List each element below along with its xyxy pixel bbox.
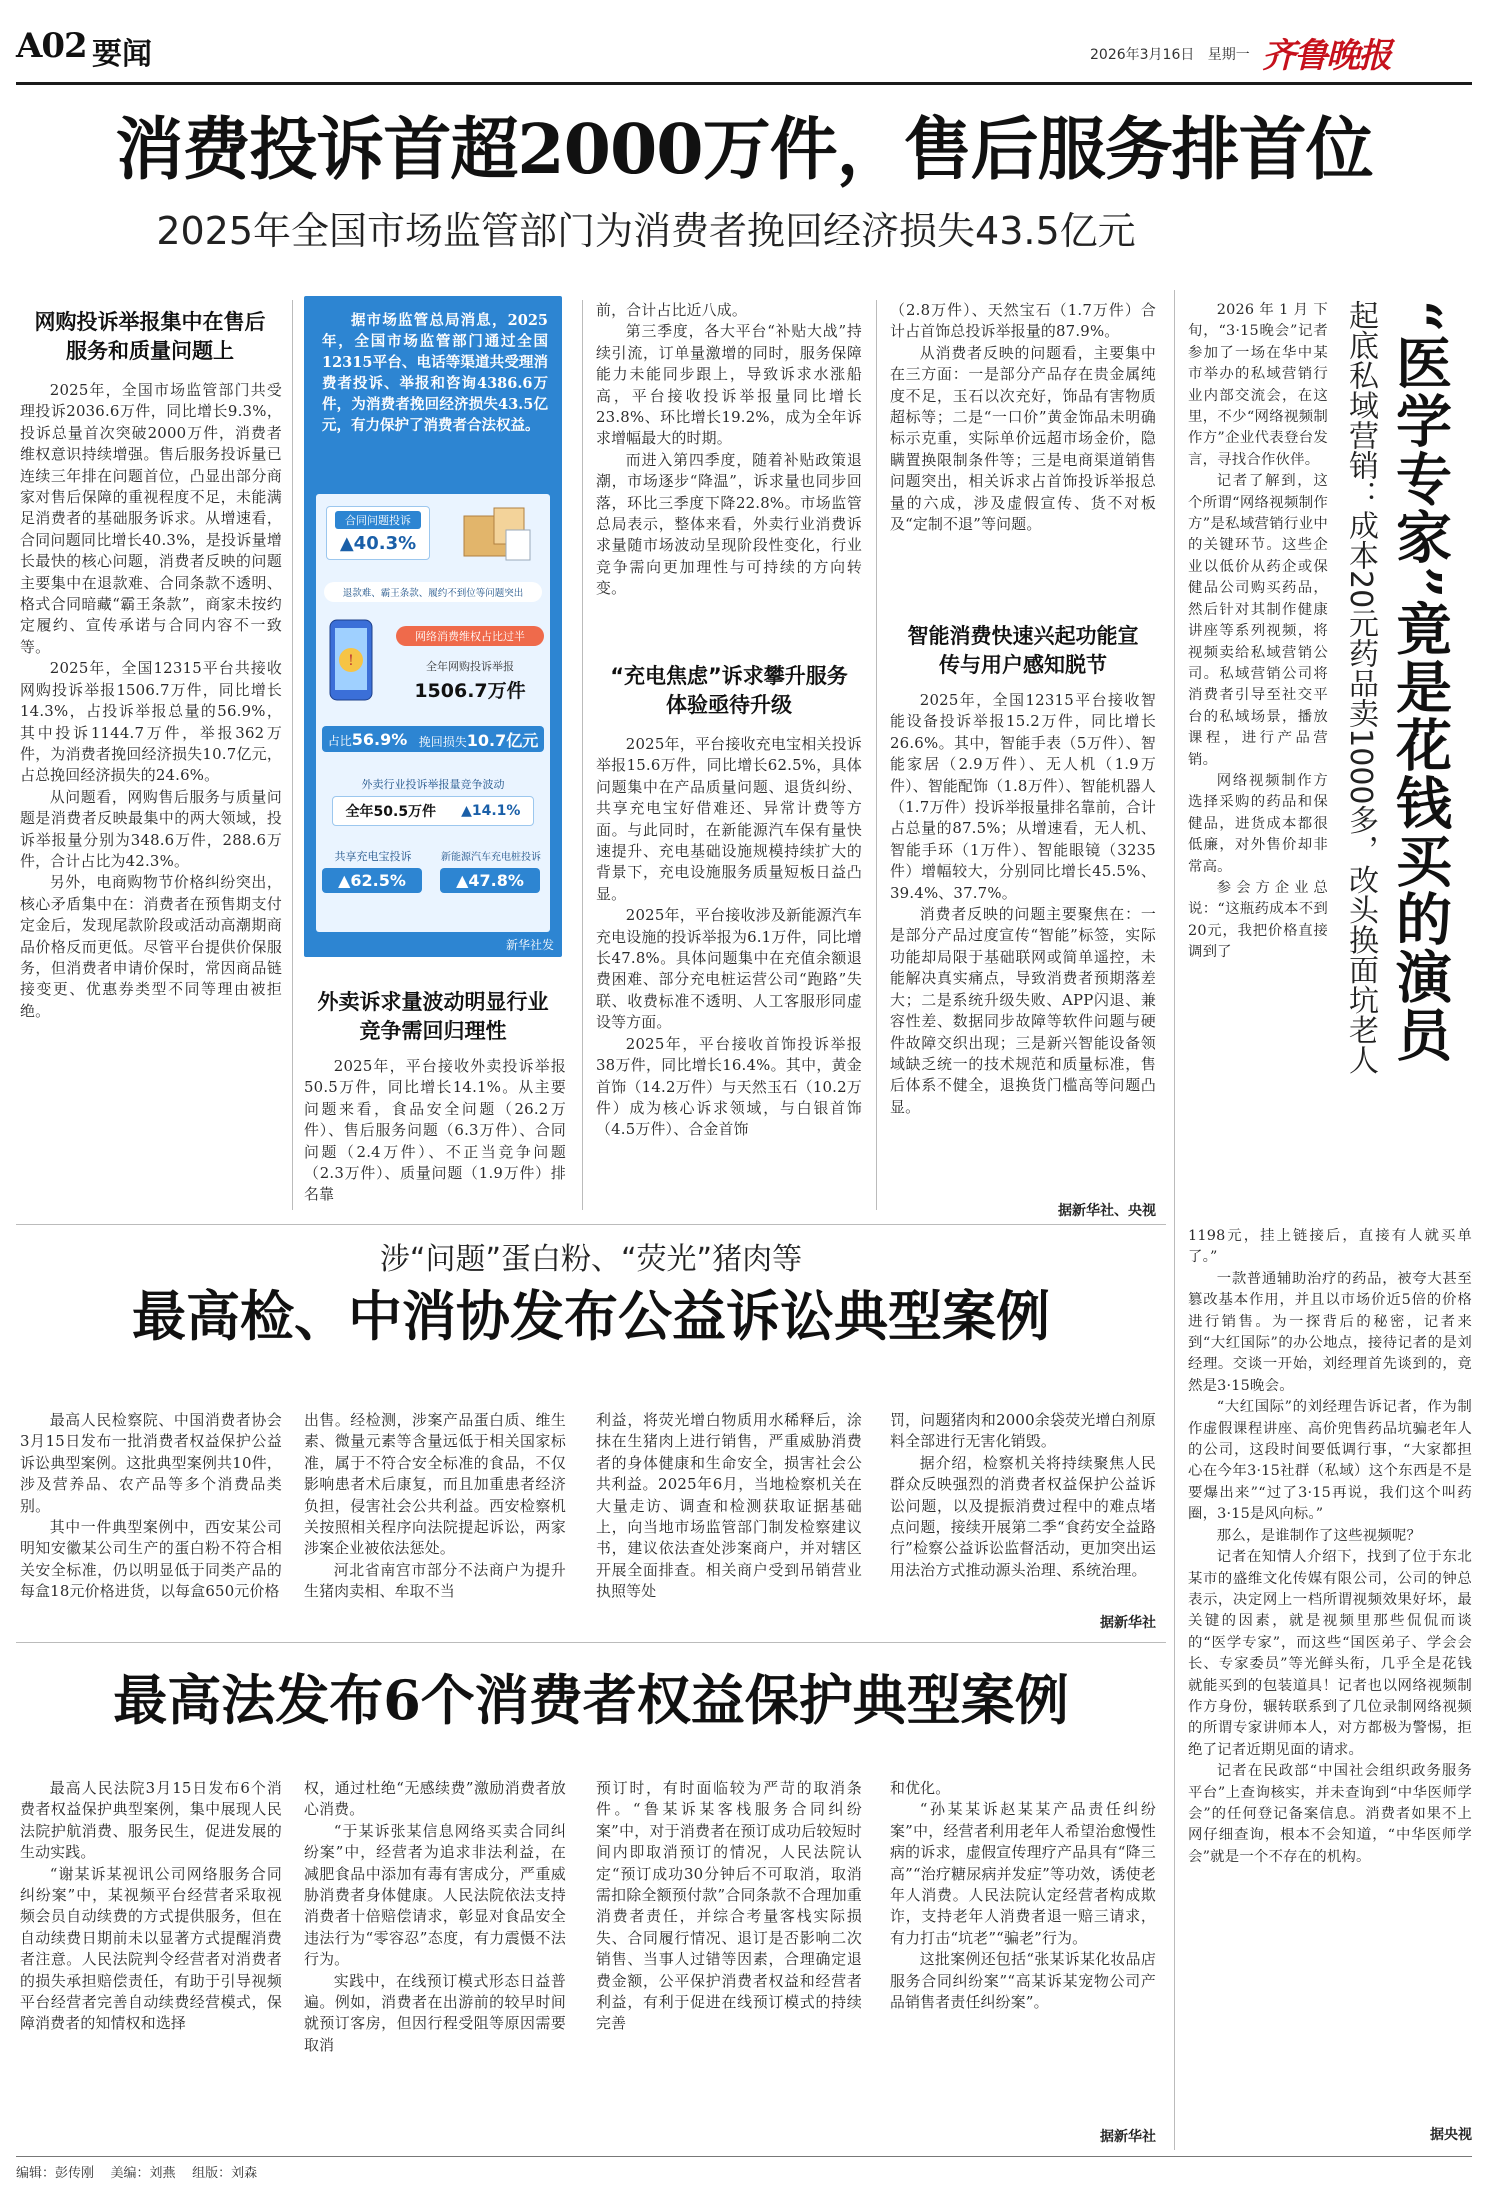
info-credit: 新华社发 xyxy=(505,938,554,952)
s5-col xyxy=(20,1410,282,1603)
share-label: 占比 xyxy=(327,733,352,748)
main-title: 消费投诉首超2000万件，售后服务排首位 xyxy=(115,110,1373,190)
loss-label: 挽回损失 xyxy=(418,734,467,749)
s1-para: 2025年，全国市场监管部门共受理投诉2036.6万件，同比增长9.3%，投诉总量首次突破2000万件，消费者维权意识持续增强。售后服务投诉量已连续三年排在问题首位，凸显出部分商家对售后保障的重视程度不足，未能满足消费者的基础服务诉求。从增速看，合同问题同比增长40.3%，是投诉量增长最快的核心问题，消费者反映的问题主要集中在退款难、合同条款不透明、格式合同暗藏“霸王条款”，商家未按约定履约、宣传承诺与合同内容不一致等。 xyxy=(20,381,282,656)
s5-col xyxy=(304,1410,566,1603)
s5-para: 利益，将荧光增白物质用水稀释后，涂抹在生猪肉上进行销售，严重威胁消费者的身体健康和生命安全，损害社会公共利益。2025年6月，当地检察机关在大量走访、调查和检测获取证据基础上，向当地市场监管部门制发检察建议书，建议依法查处涉案商户，并对辖区开展全面排查。相关商户受到吊销营业执照等处 xyxy=(596,1411,862,1601)
s2-para: 2025年，平台接收外卖投诉举报50.5万件，同比增长14.1%。从主要问题来看，食品安全问题（26.2万件）、售后服务问题（6.3万件）、合同问题（2.4万件）、不正当竞争问题（2.3万件）、质量问题（1.9万件）排名靠 xyxy=(304,1057,566,1204)
s6-col xyxy=(890,1778,1156,2013)
online-value: 1506.7万件 xyxy=(414,680,526,702)
paper-logo: 齐鲁晚报 xyxy=(1262,36,1390,76)
page-number: A02 xyxy=(16,26,87,66)
s2-title: 外卖诉求量波动明显行业竞争需回归理性 xyxy=(317,990,549,1043)
column-rule xyxy=(1174,290,1175,2150)
side-para: 记者了解到，这个所谓“网络视频制作方”是私域营销行业中的关键环节。这些企业以低价从药企或保健品公司购买药品，然后针对其制作健康讲座等系列视频，将视频卖给私域营销公司。私域营销公司将消费者引导至社交平台的私域场景，播放课程，进行产品营销。 xyxy=(1188,473,1328,768)
contract-card xyxy=(326,506,430,560)
col4-para: 从消费者反映的问题看，主要集中在三方面：一是部分产品存在贵金属纯度不足，玉石以次充好，饰品有害物质超标等；二是“一口价”黄金饰品未明确标示克重，实际单价远超市场金价，隐瞒置换限制条件等；三是电商渠道销售问题突出，相关诉求占首饰投诉举报总量的六成，涉及虚假宣传、货不对板及“定制不退”等问题。 xyxy=(890,343,1156,534)
s6-para: “谢某诉某视讯公司网络服务合同纠纷案”中，某视频平台经营者采取视频会员自动续费的方式提供服务，但在自动续费日期前未以显著方式提醒消费者注意。人民法院判令经营者对消费者的损失承担赔偿责任，有助于引导视频平台经营者完善自动续费经营模式，保障消费者的知情权和选择 xyxy=(20,1864,282,2033)
side-body-bottom xyxy=(1188,1226,1472,1868)
side-para: 2026年1月下旬，“3·15晚会”记者参加了一场在华中某市举办的私域营销行业内部交流会，在这里，不少“网络视频制作方”企业代表登台发言，寻找合作伙伴。 xyxy=(1188,302,1328,468)
takeout-share: 50.5万件 xyxy=(373,804,437,820)
s5-col xyxy=(596,1410,862,1603)
takeout-share-stat xyxy=(346,801,437,821)
side-para: 参会方企业总说：“这瓶药成本不到20元，我把价格直接调到了 xyxy=(1188,879,1328,961)
side-para: 网络视频制作方选择采购的药品和保健品，进货成本都很低廉，对外售价却非常高。 xyxy=(1188,772,1328,875)
s2-body xyxy=(304,1056,566,1206)
charging-label: 共享充电宝投诉 xyxy=(334,850,412,863)
share-pill xyxy=(322,726,544,752)
side-para: 记者在民政部“中国社会组织政务服务平台”上查询核实，并未查询到“中华医师学会”的任何登记备案信息。消费者如果不上网仔细查询，根本不会知道，“中华医师学会”就是一个不存在的机构。 xyxy=(1188,1763,1472,1865)
s4-para: 消费者反映的问题主要聚焦在：一是部分产品过度宣传“智能”标签，实际功能却局限于基础联网或简单遥控，未能解决真实痛点，导致消费者预期落差大；二是系统升级失败、APP闪退、兼容性差、数据同步故障等软件问题与硬件故障交织出现；三是新兴智能设备领域缺乏统一的技术规范和质量标准，售后体系不健全，退换货门槛高等问题凸显。 xyxy=(890,905,1156,1116)
share-value: 56.9% xyxy=(351,729,408,749)
infographic-box xyxy=(304,296,562,957)
s5-title: 最高检、中消协发布公益诉讼典型案例 xyxy=(132,1284,1050,1348)
share-stat xyxy=(328,730,408,749)
info-intro: 据市场监管总局消息，2025年，全国市场监管部门通过全国12315平台、电话等渠道共受理消费者投诉、举报和咨询4386.6万件，为消费者挽回经济损失43.5亿元，有力保护了消费者合法权益。 xyxy=(322,312,548,434)
side-subtitle: 起底私域营销：成本20元药品卖1000多，改头换面坑老人 xyxy=(1343,300,1378,1075)
s6-para: 预订时，有时面临较为严苛的取消条件。“鲁某诉某客栈服务合同纠纷案”中，对于消费者在预订成功后较短时间内即取消预订的情况，人民法院认定“预订成功30分钟后不可取消，取消需扣除全额预付款”合同条款不合理加重消费者责任，并综合考量客栈实际损失、合同履行情况、退订是否影响二次销售、当事人过错等因素，合理确定退费金额，公平保护消费者权益和经营者利益，有利于促进在线预订模式的持续完善 xyxy=(596,1779,862,2033)
col3-para: 而进入第四季度，随着补贴政策退潮，市场逐步“降温”，诉求量也同步回落，环比三季度下降22.8%。市场监管总局表示，整体来看，外卖行业消费诉求量随市场波动呈现阶段性变化，行业竞争需向更加理性与可持续的方向转变。 xyxy=(596,450,862,598)
s3-para: 2025年，平台接收充电宝相关投诉举报15.6万件，同比增长62.5%，具体问题集中在产品质量问题、退货纠纷、共享充电宝好借难还、异常计费等方面。与此同时，在新能源汽车保有量快速提升、充电基础设施规模持续扩大的背景下，充电设施服务质量短板日益凸显。 xyxy=(596,735,862,903)
s6-para: 实践中，在线预订模式形态日益普遍。例如，消费者在出游前的较早时间就预订客房，但因行程受阻等原因需要取消 xyxy=(304,1971,566,2054)
s3-para: 2025年，平台接收首饰投诉举报38万件，同比增长16.4%。其中，黄金首饰（14.2万件）与天然玉石（10.2万件）成为核心诉求领域，与白银首饰（4.5万件）、合金首饰 xyxy=(596,1034,862,1139)
col3-para: 前，合计占比近八成。 xyxy=(596,301,747,319)
issue-date xyxy=(1090,44,1250,64)
charging-value: ▲62.5% xyxy=(322,868,422,893)
takeout-card xyxy=(332,796,534,826)
contract-value: ▲40.3% xyxy=(339,533,417,554)
main-subtitle: 2025年全国市场监管部门为消费者挽回经济损失43.5亿元 xyxy=(156,209,1136,253)
s1-para: 另外，电商购物节价格纠纷突出，核心矛盾集中在：消费者在预售期支付定金后，发现尾款阶段或活动高潮期商品价格反而更低。尽管平台提供价保服务，但消费者申请价保时，常因商品链接变更、优惠券类型不同等理由被拒绝。 xyxy=(20,873,282,1020)
s5-col xyxy=(890,1410,1156,1581)
s6-para: 权，通过杜绝“无感续费”激励消费者放心消费。 xyxy=(304,1779,566,1819)
side-credit: 据央视 xyxy=(1430,2127,1472,2143)
s5-para: 据介绍，检察机关将持续聚焦人民群众反映强烈的消费者权益保护公益诉讼问题，以及提振消费过程中的难点堵点问题，接续开展第二季“食药安全益路行”检察公益诉讼监督活动，更加突出运用法治方式推动源头治理、系统治理。 xyxy=(890,1453,1156,1579)
s5-credit: 据新华社 xyxy=(1100,1615,1156,1631)
online-label: 全年网购投诉举报 xyxy=(426,660,514,673)
col4-para: （2.8万件）、天然宝石（1.7万件）合计占首饰总投诉举报量的87.9%。 xyxy=(890,301,1156,341)
masthead-rule xyxy=(16,82,1472,85)
takeout-share-label: 全年 xyxy=(345,804,374,820)
s6-col xyxy=(596,1778,862,2035)
takeout-label: 外卖行业投诉举报量竞争波动 xyxy=(361,778,505,791)
contract-label: 合同问题投诉 xyxy=(335,511,421,529)
s3-para: 2025年，平台接收涉及新能源汽车充电设施的投诉举报为6.1万件，同比增长47.8%。具体问题集中在充值余额退费困难、部分充电桩运营公司“跑路”失联、收费标准不透明、人工客服形同虚设等方面。 xyxy=(596,906,862,1032)
col4-credit: 据新华社、央视 xyxy=(1058,1203,1156,1219)
side-para: 1198元，挂上链接后，直接有人就买单了。” xyxy=(1188,1228,1472,1266)
s5-para: 最高人民检察院、中国消费者协会3月15日发布一批消费者权益保护公益诉讼典型案例。这批典型案例共10件，涉及营养品、农产品等多个消费品类别。 xyxy=(20,1411,282,1515)
s6-para: 和优化。 xyxy=(890,1779,951,1797)
s6-credit: 据新华社 xyxy=(1100,2129,1156,2145)
date: 2026年3月16日 xyxy=(1090,47,1195,63)
package-icon xyxy=(454,502,536,566)
side-para: 那么，是谁制作了这些视频呢？ xyxy=(1216,1527,1422,1544)
col4-body xyxy=(890,300,1156,535)
s1-para: 2025年，全国12315平台共接收网购投诉举报1506.7万件，同比增长14.3%，占投诉举报总量的56.9%，其中投诉1144.7万件，举报362万件，为消费者挽回经济损失10.7亿元，占总挽回经济损失的24.6%。 xyxy=(20,659,282,785)
phone-icon xyxy=(322,616,382,716)
s3-title: “充电焦虑”诉求攀升服务体验亟待升级 xyxy=(610,664,848,717)
side-title: “医学专家”竟是花钱买的演员 xyxy=(1387,300,1453,1065)
s6-col xyxy=(20,1778,282,2035)
s6-para: “孙某某诉赵某某产品责任纠纷案”中，经营者利用老年人希望治愈慢性病的诉求，虚假宣传理疗产品具有“降三高”“治疗糖尿病并发症”等功效，诱使老年人消费。人民法院认定经营者构成欺诈，支持老年人消费者退一赔三请求，有力打击“坑老”“骗老”行为。 xyxy=(890,1800,1156,1947)
footer-credits xyxy=(16,2162,257,2181)
s1-body xyxy=(20,380,282,1022)
s5-para: 罚，问题猪肉和2000余袋荧光增白剂原料全部进行无害化销毁。 xyxy=(890,1411,1156,1451)
footer-proof: 组版：刘森 xyxy=(192,2166,258,2181)
footer-rule xyxy=(16,2156,1472,2157)
s6-para: 这批案例还包括“张某诉某化妆品店服务合同纠纷案”“高某诉某宠物公司产品销售者责任纠纷案”。 xyxy=(890,1950,1156,2012)
section-name: 要闻 xyxy=(92,37,152,72)
loss-stat xyxy=(419,728,539,751)
s6-para: “于某诉张某信息网络买卖合同纠纷案”中，经营者为追求非法利益，在减肥食品中添加有毒有害成分，严重威胁消费者身体健康。人民法院依法支持消费者十倍赔偿请求，彰显对食品安全违法行为“零容忍”态度，有力震慑不法行为。 xyxy=(304,1821,566,1969)
nev-value: ▲47.8% xyxy=(440,868,540,893)
s6-para: 最高人民法院3月15日发布6个消费者权益保护典型案例，集中展现人民法院护航消费、服务民生，促进发展的生动实践。 xyxy=(20,1779,282,1862)
side-body-top xyxy=(1188,300,1328,964)
s5-kicker: 涉“问题”蛋白粉、“荧光”猪肉等 xyxy=(379,1242,803,1277)
weekday: 星期一 xyxy=(1207,47,1250,63)
loss-value: 10.7亿元 xyxy=(466,730,539,750)
col3-para: 第三季度，各大平台“补贴大战”持续引流，订单量激增的同时，服务保障能力未能同步跟上，导致诉求水涨船高，平台接收投诉举报量同比增长23.8%、环比增长19.2%，成为全年诉求增幅最大的时期。 xyxy=(596,322,862,448)
s4-title: 智能消费快速兴起功能宣传与用户感知脱节 xyxy=(907,624,1139,677)
takeout-growth: ▲14.1% xyxy=(461,803,521,819)
footer-art: 美编：刘燕 xyxy=(110,2166,176,2181)
s3-body xyxy=(596,734,862,1141)
online-tag: 网络消费维权占比过半 xyxy=(396,626,544,646)
column-rule xyxy=(292,300,293,1210)
s4-body xyxy=(890,690,1156,1118)
s5-para: 出售。经检测，涉案产品蛋白质、维生素、微量元素等含量远低于相关国家标准，属于不符合安全标准的食品，不仅影响患者术后康复，而且加重患者经济负担，侵害社会公共利益。西安检察机关按照相关程序向法院提起诉讼，两家涉案企业被依法惩处。 xyxy=(304,1411,566,1558)
svg-text:!: ! xyxy=(348,653,354,669)
s4-para: 2025年，全国12315平台接收智能设备投诉举报15.2万件，同比增长26.6%。其中，智能手表（5万件）、智能家居（2.9万件）、无人机（1.9万件）、智能配饰（1.8万件）、智能机器人（1.7万件）投诉举报量排名靠前，合计占总量的87.5%；从增速看，无人机、智能手环（1万件）、智能眼镜（3235件）增幅较大，分别同比增长45.5%、39.4%、37.7%。 xyxy=(890,691,1156,902)
s6-col xyxy=(304,1778,566,2056)
side-para: 一款普通辅助治疗的药品，被夸大甚至篡改基本作用，并且以市场价近5倍的价格进行销售。为一探背后的秘密，记者来到“大红国际”的办公地点，接待记者的是刘经理。交谈一开始，刘经理首先谈到的，竟然是3·15晚会。 xyxy=(1188,1270,1472,1394)
side-para: “大红国际”的刘经理告诉记者，作为制作虚假课程讲座、高价兜售药品坑骗老年人的公司，这段时间要低调行事，“大家都担心在今年3·15社群（私域）这个东西是不是要爆出来”“过了3·15再说，我们这个叫药圈，3·15是风向标。” xyxy=(1188,1399,1472,1523)
footer-editor: 编辑：彭传刚 xyxy=(16,2166,95,2181)
section-rule xyxy=(16,1224,1166,1225)
s1-title: 网购投诉举报集中在售后服务和质量问题上 xyxy=(34,310,266,363)
column-rule xyxy=(876,300,877,1210)
col3-body xyxy=(596,300,862,600)
side-para: 记者在知情人介绍下，找到了位于东北某市的盛维文化传媒有限公司，公司的钟总表示，决定网上一档所谓视频效果好坏，最关键的因素，就是视频里那些侃侃而谈的“医学专家”，而这些“国医弟子、学会会长、专家委员”等光鲜头衔，几乎全是花钱就能买到的包装道具！记者也以网络视频制作方身份，辗转联系到了几位录制网络视频的所谓专家讲师本人，对方都极为警惕，拒绝了记者近期见面的请求。 xyxy=(1188,1549,1472,1758)
s6-title: 最高法发布6个消费者权益保护典型案例 xyxy=(113,1668,1069,1732)
contract-note: 退款难、霸王条款、履约不到位等问题突出 xyxy=(324,582,542,602)
section-rule xyxy=(16,1642,1166,1643)
nev-label: 新能源汽车充电桩投诉 xyxy=(441,852,541,863)
s1-para: 从问题看，网购售后服务与质量问题是消费者反映最集中的两大领域，投诉举报量分别为348.6万件，288.6万件，合计占比为42.3%。 xyxy=(20,787,282,870)
column-rule xyxy=(582,300,583,1210)
s5-para: 河北省南宫市部分不法商户为提升生猪肉卖相、牟取不当 xyxy=(304,1560,566,1601)
s5-para: 其中一件典型案例中，西安某公司明知安徽某公司生产的蛋白粉不符合相关安全标准，仍以明显低于同类产品的每盒18元价格进货，以每盒650元价格 xyxy=(20,1518,282,1601)
